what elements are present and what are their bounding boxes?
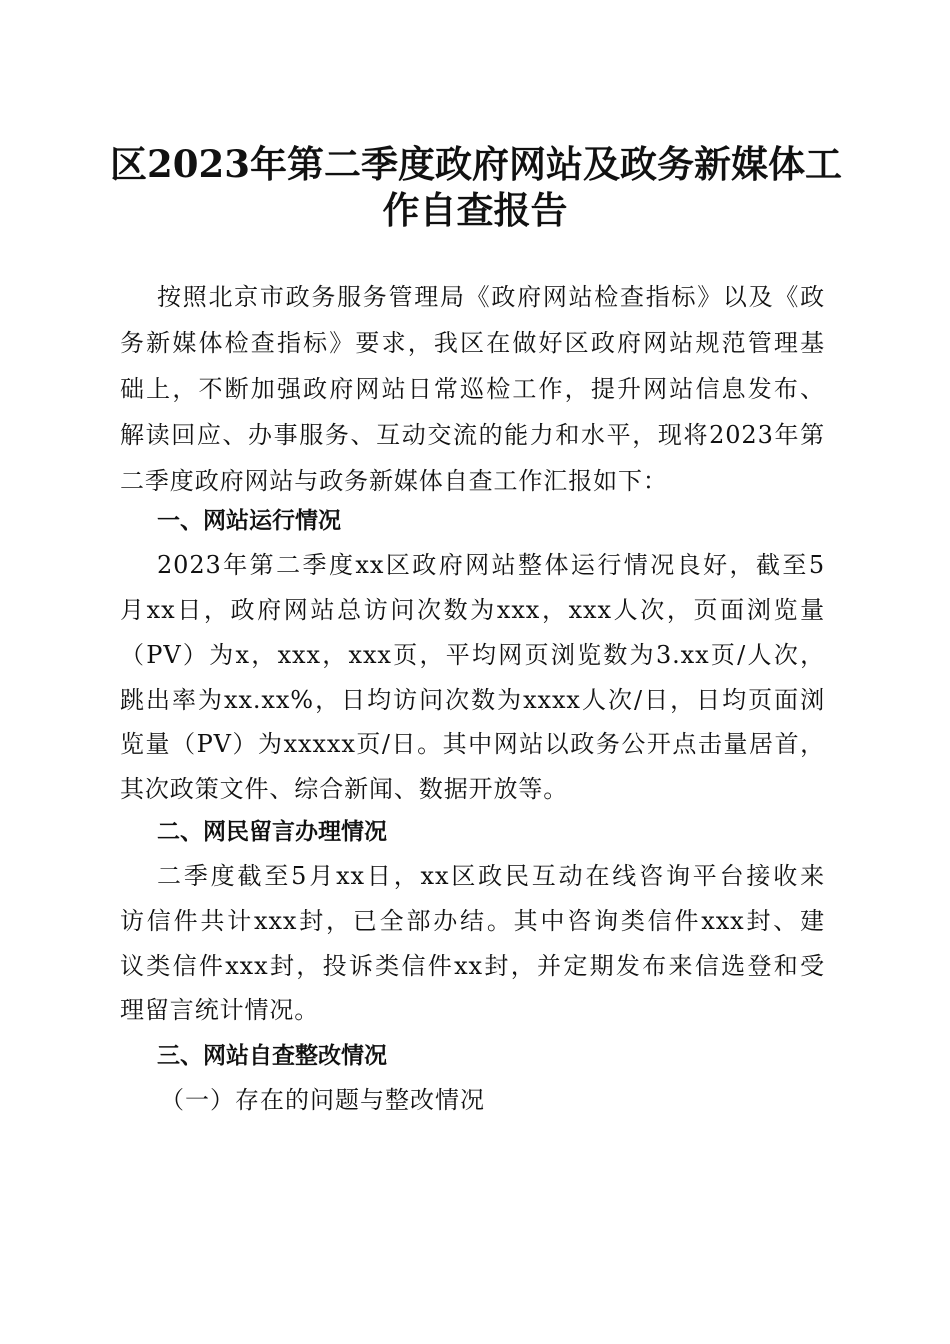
intro-line-2: 务新媒体检查指标》要求，我区在做好区政府网站规范管理基 bbox=[120, 329, 825, 357]
section-1-line-3: （PV）为x，xxx，xxx页，平均网页浏览数为3.xx页/人次， bbox=[120, 641, 825, 669]
intro-line-4: 解读回应、办事服务、互动交流的能力和水平，现将2023年第 bbox=[120, 421, 825, 449]
section-2-line-4: 理留言统计情况。 bbox=[120, 996, 320, 1024]
intro-line-3: 础上，不断加强政府网站日常巡检工作，提升网站信息发布、 bbox=[120, 375, 825, 403]
section-3-subheading: （一）存在的问题与整改情况 bbox=[160, 1086, 485, 1114]
document-title-line-1: 区2023年第二季度政府网站及政务新媒体工 bbox=[110, 142, 842, 186]
intro-line-1: 按照北京市政务服务管理局《政府网站检查指标》以及《政 bbox=[157, 283, 825, 311]
section-2-line-3: 议类信件xxx封，投诉类信件xx封，并定期发布来信选登和受 bbox=[120, 952, 825, 980]
section-1-line-6: 其次政策文件、综合新闻、数据开放等。 bbox=[120, 775, 569, 803]
intro-line-5: 二季度政府网站与政务新媒体自查工作汇报如下： bbox=[120, 467, 668, 495]
section-1-line-4: 跳出率为xx.xx%，日均访问次数为xxxx人次/日，日均页面浏 bbox=[120, 686, 825, 714]
section-2-heading: 二、网民留言办理情况 bbox=[157, 819, 387, 845]
section-2-line-1: 二季度截至5月xx日，xx区政民互动在线咨询平台接收来 bbox=[157, 862, 825, 890]
document-title-line-2: 作自查报告 bbox=[382, 188, 568, 232]
section-1-line-2: 月xx日，政府网站总访问次数为xxx，xxx人次，页面浏览量 bbox=[120, 596, 825, 624]
section-2-line-2: 访信件共计xxx封，已全部办结。其中咨询类信件xxx封、建 bbox=[120, 907, 825, 935]
section-1-line-5: 览量（PV）为xxxxx页/日。其中网站以政务公开点击量居首， bbox=[120, 730, 825, 758]
section-1-heading: 一、网站运行情况 bbox=[157, 508, 341, 534]
section-1-line-1: 2023年第二季度xx区政府网站整体运行情况良好，截至5 bbox=[157, 551, 825, 579]
section-3-heading: 三、网站自查整改情况 bbox=[157, 1043, 387, 1069]
